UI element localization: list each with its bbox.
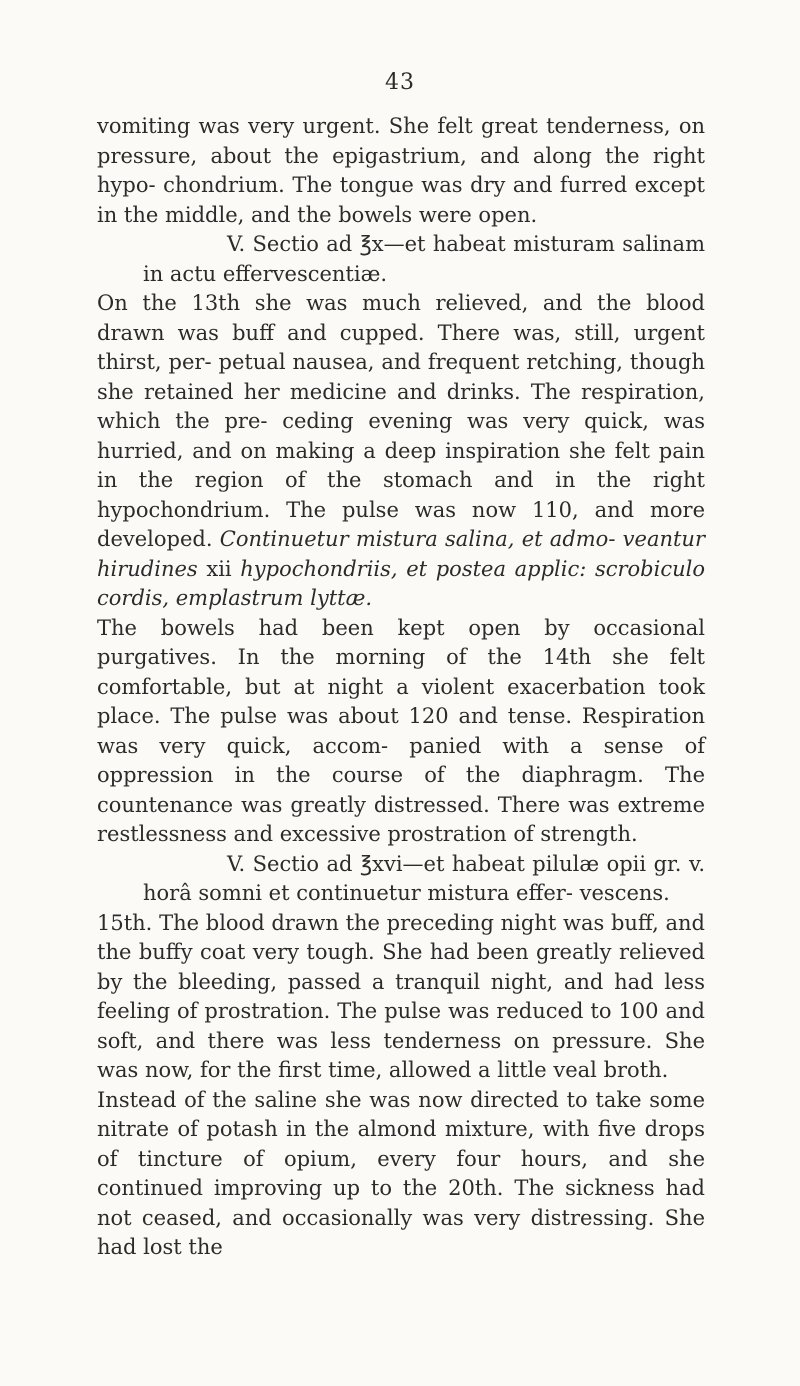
paragraph-3-text: On the 13th she was much relieved, and the blood drawn was buff and cupped. There was, still, urgent thirst, per- petual nausea, and frequent retching, though she retained her medicine and drinks. The respiration, which the pre- ceding evening was very quick, was hurried, and on making a deep inspiration she felt pain in the region of the stomach and in the right hypochondrium. The pulse was now 110, and more developed. bbox=[97, 291, 705, 551]
paragraph-3-italic-1: Continuetur mistura salina, et admo- veantur hirudines bbox=[97, 527, 705, 581]
paragraph-6 bbox=[97, 909, 705, 1086]
paragraph-4 bbox=[97, 614, 705, 850]
paragraph-6-text: 15th. The blood drawn the preceding night was buff, and the buffy coat very tough. She had been greatly relieved by the bleeding, passed a tranquil night, and had less feeling of prostration. The pulse was reduced to 100 and soft, and there was less tenderness on pressure. She was now, for the first time, allowed a little veal broth. bbox=[97, 910, 705, 1082]
paragraph-7-text: Instead of the saline she was now directed to take some nitrate of potash in the almond mixture, with five drops of tincture of opium, every four hours, and she continued improving up to the 20th. The sickness had not ceased, and occasionally was very distressing. She had lost the bbox=[97, 1087, 705, 1259]
paragraph-7 bbox=[97, 1086, 705, 1263]
body-text bbox=[97, 112, 705, 1263]
page-number: 43 bbox=[385, 70, 415, 95]
paragraph-1-text: vomiting was very urgent. She felt great tenderness, on pressure, about the epigastrium, and along the right hypo- chondrium. The tongue was dry and furred except in the middle, and the bowels were open. bbox=[97, 114, 705, 227]
prescription-2-text: V. Sectio ad ℥xvi—et habeat pilulæ opii gr. v. horâ somni et continuetur mistura effer- vescens. bbox=[143, 851, 705, 905]
prescription-1-text: V. Sectio ad ℥x—et habeat misturam salinam in actu effervescentiæ. bbox=[143, 232, 705, 286]
paragraph-3-text-2: xii bbox=[197, 556, 241, 581]
paragraph-4-text: The bowels had been kept open by occasional purgatives. In the morning of the 14th she felt comfortable, but at night a violent exacerbation took place. The pulse was about 120 and tense. Respiration was very quick, accom- panied with a sense of oppression in the course of the diaphragm. The countenance was greatly distressed. There was extreme restlessness and excessive prostration of strength. bbox=[97, 615, 705, 846]
prescription-2 bbox=[97, 850, 705, 909]
paragraph-3-italic-2: hypochondriis, et postea applic: scrobiculo cordis, emplastrum lyttæ. bbox=[97, 556, 705, 610]
prescription-1 bbox=[97, 230, 705, 289]
paragraph-1 bbox=[97, 112, 705, 230]
paragraph-3 bbox=[97, 289, 705, 614]
